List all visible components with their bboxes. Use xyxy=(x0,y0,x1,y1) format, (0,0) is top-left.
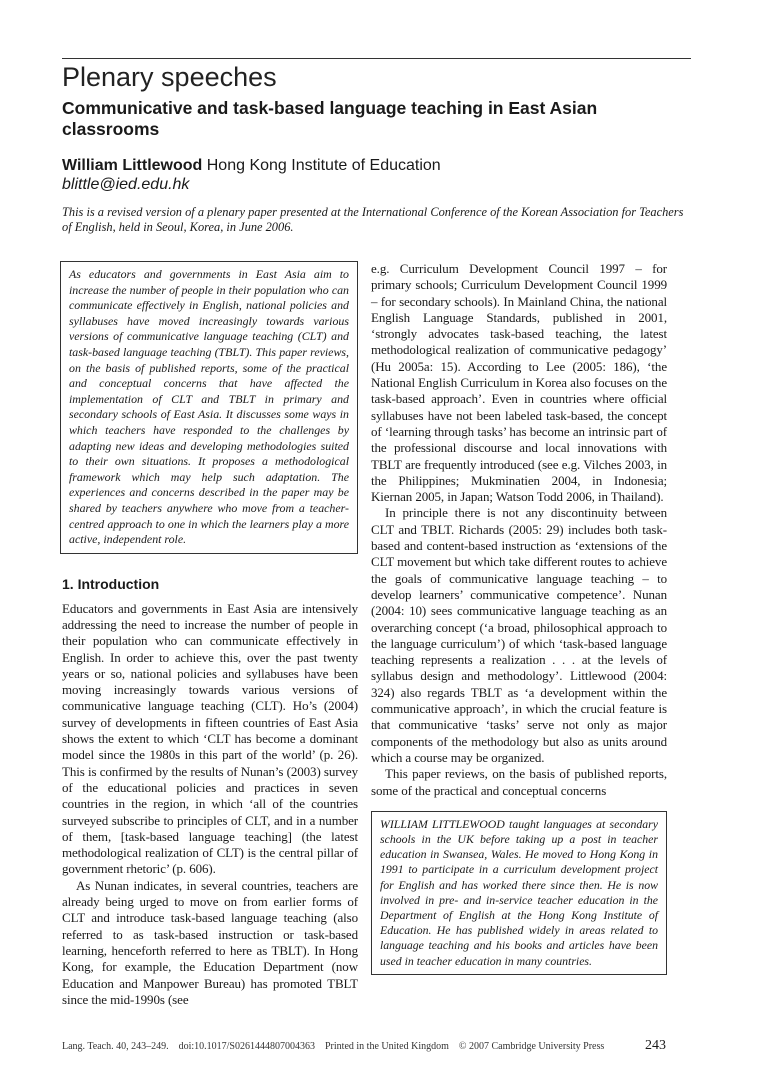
citation: Lang. Teach. 40, 243–249. xyxy=(62,1041,169,1053)
paragraph: This paper reviews, on the basis of published reports, some of the practical and conceptual concerns xyxy=(371,766,667,798)
paragraph: As Nunan indicates, in several countries, teachers are already being urged to move on from earlier forms of CLT and introduce task-based language teaching (also referred to as task-based instruction or task-based learning, henceforth referred to here as TBLT). In Hong Kong, for example, the Education Department (now Education and Manpower Bureau) has promoted TBLT since the mid-1990s (see xyxy=(62,877,358,1007)
author-block xyxy=(62,156,691,194)
left-column-wrap xyxy=(62,261,358,1008)
abstract-box: As educators and governments in East Asia aim to increase the number of people in their population who can communicate effectively in English, national policies and syllabuses have moved increasingly towards various versions of communicative language teaching (CLT) and task-based language teaching (TBLT). This paper reviews, on the basis of published reports, some of the practical and conceptual concerns that have affected the implementation of CLT and TBLT in primary and secondary schools of East Asia. It discusses some ways in which teachers have responded to the challenges by adapting new ideas and developing methodologies suited to their own situations. It proposes a methodological framework which may help such adaptation. The experiences and concerns described in the paper may be shared by teachers anywhere who move from a teacher-centred approach to one in which the learners play a more active, independent role. xyxy=(60,261,358,554)
page-number: 243 xyxy=(645,1038,666,1054)
affiliation: Hong Kong Institute of Education xyxy=(206,157,441,174)
left-column xyxy=(62,601,358,1008)
paragraph: e.g. Curriculum Development Council 1997 – for primary schools; Curriculum Development Council 1999 – for secondary schools). In Mainland China, the national English Language Standards, published in 2001, ‘strongly advocates task-based teaching, the latest methodological realization of communicative pedagogy’ (Hu 2005a: 15). According to Lee (2005: 186), ‘the National English Curriculum in Korea also focuses on the task-based approach’. Even in countries where official syllabuses have not been labeled task-based, the concept of ‘learning through tasks’ has become an intrinsic part of the professional discourse and local innovations with TBLT are frequently introduced (see e.g. Vilches 2003, in the Philippines; Mukminatien 2004, in Indonesia; Kiernan 2005, in Japan; Watson Todd 2006, in Thailand). xyxy=(371,261,667,505)
paragraph: Educators and governments in East Asia are intensively addressing the need to increase the number of people in their population who can communicate effectively in English. In order to achieve this, over the past twenty years or so, national policies and syllabuses have been moving increasingly towards various versions of communicative language teaching (CLT). Ho’s (2004) survey of developments in fifteen countries of East Asia shows the extent to which ‘CLT has become a dominant model since the 1980s in this part of the world’ (p. 26). This is confirmed by the results of Nunan’s (2003) survey of the educational policies and practices in seven countries in the region, in which ‘all of the countries surveyed subscribe to principles of CLT, and in a number of them, [task-based language teaching] (the latest methodological realization of CLT) is the central pillar of government rhetoric’ (p. 606). xyxy=(62,600,358,877)
article-title: Communicative and task-based language teaching in East Asian classrooms xyxy=(62,98,598,139)
footer-row xyxy=(62,1038,666,1054)
right-column-wrap xyxy=(371,261,667,975)
author-name: William Littlewood xyxy=(62,157,203,174)
printed: Printed in the United Kingdom xyxy=(325,1041,449,1053)
author-bio-box: WILLIAM LITTLEWOOD taught languages at secondary schools in the UK before taking up a post in teacher education in Swansea, Wales. He moved to Hong Kong in 1991 to participate in a curriculum development project for English and has worked there since then. He is now involved in pre- and in-service teacher education in the Department of English at the Hong Kong Institute of Education. He has published widely in areas related to language teaching and his books and articles have been used in teacher education in many countries. xyxy=(371,811,667,975)
paragraph: In principle there is not any discontinuity between CLT and TBLT. Richards (2005: 29) includes both task-based and content-based instruction as ‘extensions of the CLT movement but which take different routes to achieve the goals of communicative language teaching – to develop learners’ communicative competence’. Nunan (2004: 10) sees communicative language teaching as an overarching concept (‘a broad, philosophical approach to the language curriculum’) of which ‘task-based language teaching represents a realization . . . at the levels of syllabus design and methodology’. Littlewood (2004: 324) also regards TBLT as ‘a development within the communicative approach’, in which the crucial feature is that communicative ‘tasks’ serve not only as major components of the methodology but also as units around which a course may be organized. xyxy=(371,505,667,765)
top-rule xyxy=(62,58,691,59)
doi[interactable]: doi:10.1017/S0261444807004363 xyxy=(178,1041,315,1053)
revision-note: This is a revised version of a plenary paper presented at the International Conference of the Korean Association for Teachers of English, held in Seoul, Korea, in June 2006. xyxy=(62,205,684,234)
copyright: © 2007 Cambridge University Press xyxy=(458,1041,605,1053)
author-email[interactable]: blittle@ied.edu.hk xyxy=(62,176,190,193)
intro-heading: 1. Introduction xyxy=(62,575,160,592)
footer xyxy=(62,1040,645,1054)
section-heading: Plenary speeches xyxy=(62,62,277,92)
right-column xyxy=(371,261,667,799)
body-columns xyxy=(62,261,691,1008)
